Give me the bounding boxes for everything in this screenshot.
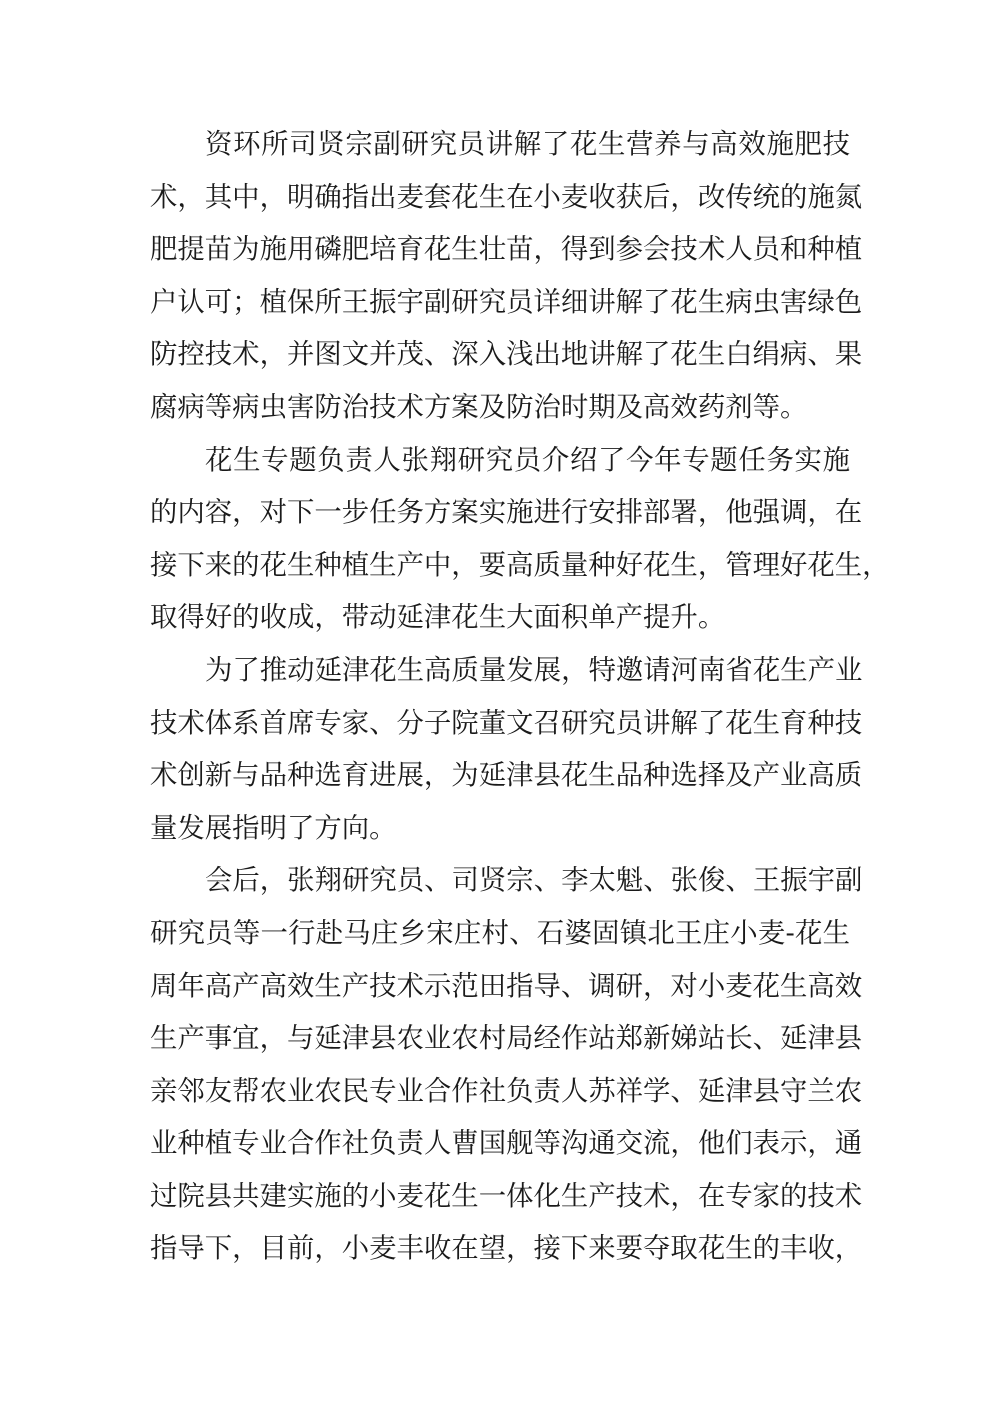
- paragraph-4-line-8: 指导下，目前，小麦丰收在望，接下来要夺取花生的丰收，: [150, 1233, 863, 1265]
- paragraph-2-line-4: 取得好的收成，带动延津花生大面积单产提升。: [150, 602, 726, 634]
- paragraph-4-line-2: 研究员等一行赴马庄乡宋庄村、石婆固镇北王庄小麦-花生: [150, 917, 850, 949]
- paragraph-1-line-1: 资环所司贤宗副研究员讲解了花生营养与高效施肥技: [205, 129, 850, 160]
- paragraph-3-line-4: 量发展指明了方向。: [150, 812, 397, 844]
- paragraph-1-line-4: 户认可；植保所王振宇副研究员详细讲解了花生病虫害绿色: [150, 286, 863, 318]
- paragraph-4-line-7: 过院县共建实施的小麦花生一体化生产技术，在专家的技术: [150, 1180, 863, 1212]
- paragraph-3-line-3: 术创新与品种选育进展，为延津县花生品种选择及产业高质: [150, 760, 863, 792]
- paragraph-2-line-3: 接下来的花生种植生产中，要高质量种好花生，管理好花生，: [150, 549, 890, 581]
- paragraph-3-line-1: 为了推动延津花生高质量发展，特邀请河南省花生产业: [205, 654, 863, 686]
- paragraph-4-line-5: 亲邻友帮农业农民专业合作社负责人苏祥学、延津县守兰农: [150, 1075, 863, 1107]
- paragraph-3-line-2: 技术体系首席专家、分子院董文召研究员讲解了花生育种技: [150, 707, 863, 739]
- paragraph-4-line-3: 周年高产高效生产技术示范田指导、调研，对小麦花生高效: [150, 970, 863, 1002]
- paragraph-4-line-6: 业种植专业合作社负责人曹国舰等沟通交流，他们表示，通: [150, 1128, 863, 1160]
- paragraph-1-line-5: 防控技术，并图文并茂、深入浅出地讲解了花生白绢病、果: [150, 339, 863, 371]
- paragraph-4-line-4: 生产事宜，与延津县农业农村局经作站郑新娣站长、延津县: [150, 1023, 863, 1055]
- paragraph-1-line-3: 肥提苗为施用磷肥培育花生壮苗，得到参会技术人员和种植: [150, 234, 863, 266]
- paragraph-2-line-2: 的内容，对下一步任务方案实施进行安排部署，他强调，在: [150, 497, 863, 529]
- paragraph-1-line-6: 腐病等病虫害防治技术方案及防治时期及高效药剂等。: [150, 391, 808, 423]
- paragraph-4-line-1: 会后，张翔研究员、司贤宗、李太魁、张俊、王振宇副: [205, 865, 863, 897]
- paragraph-1-line-2: 术，其中，明确指出麦套花生在小麦收获后，改传统的施氮: [150, 181, 863, 213]
- body-text: [150, 119, 890, 1276]
- paragraph-2-line-1: 花生专题负责人张翔研究员介绍了今年专题任务实施: [205, 444, 850, 476]
